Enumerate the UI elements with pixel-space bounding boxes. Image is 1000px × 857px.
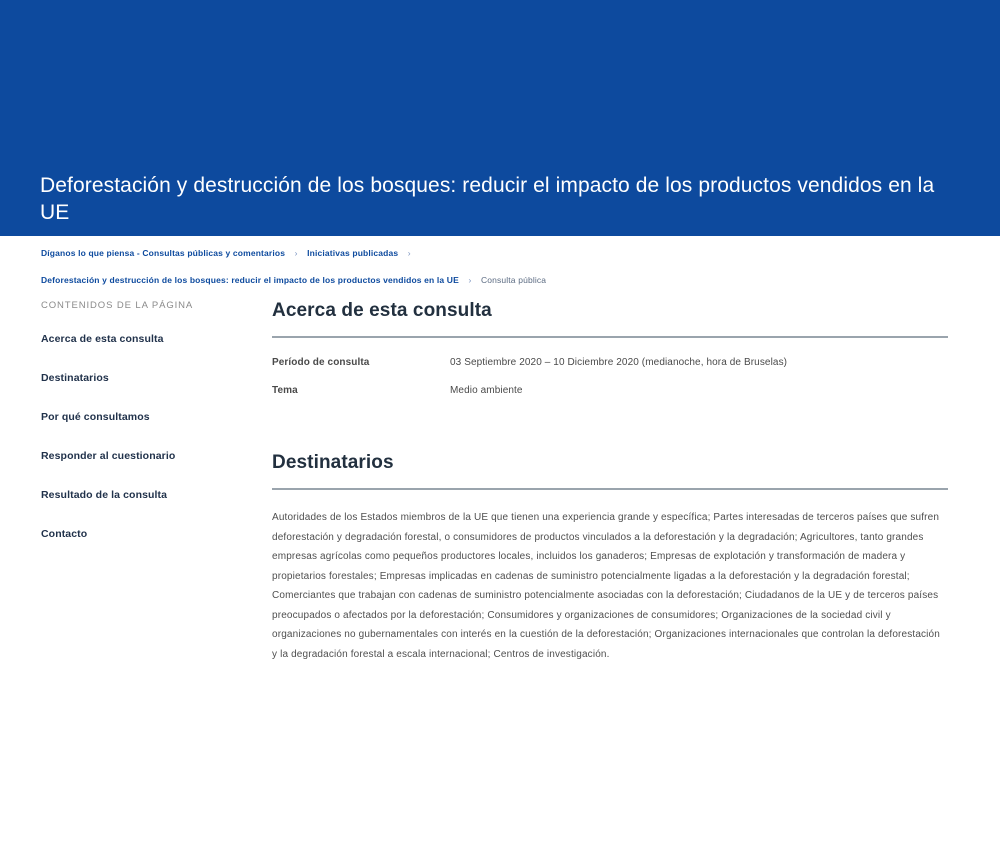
table-row bbox=[272, 356, 948, 384]
breadcrumb-separator-icon: › bbox=[468, 275, 472, 285]
hero-banner bbox=[0, 0, 1000, 236]
section-divider bbox=[272, 488, 948, 490]
breadcrumb-link-consultations[interactable]: Díganos lo que piensa - Consultas públicas y comentarios bbox=[41, 248, 286, 258]
section-targets bbox=[272, 452, 948, 664]
breadcrumb-link-initiatives[interactable]: Iniciativas publicadas bbox=[307, 248, 399, 258]
sidebar-item-por-que-consultamos[interactable]: Por qué consultamos bbox=[41, 411, 150, 423]
meta-label-tema: Tema bbox=[272, 385, 298, 396]
breadcrumb-row-2 bbox=[41, 275, 546, 285]
section-title-targets: Destinatarios bbox=[272, 452, 394, 473]
consultation-meta-table bbox=[272, 356, 948, 412]
meta-value-periodo: 03 Septiembre 2020 – 10 Diciembre 2020 (medianoche, hora de Bruselas) bbox=[450, 357, 788, 368]
targets-body-text: Autoridades de los Estados miembros de la UE que tienen una experiencia grande y específica; Partes interesadas de terceros países que sufren deforestación y degradación forestal, o consumidores de productos vinculados a la deforestación y la degradación; Agricultores, tanto grandes empresas agrícolas como pequeños productores locales, incluidos los ganaderos; Empresas de explotación y transformación de madera y propietarios forestales; Empresas implicadas en cadenas de suministro potencialmente ligadas a la deforestación y la degradación forestal; Comerciantes que trabajan con cadenas de suministro potencialmente asociadas con la deforestación; Ciudadanos de la UE y de terceros países preocupados o afectados por la deforestación; Consumidores y organizaciones de consumidores; Organizaciones de la sociedad civil y organizaciones no gubernamentales con interés en la cuestión de la deforestación; Organizaciones internacionales que controlan la deforestación y la degradación forestal a escala internacional; Centros de investigación. bbox=[272, 512, 940, 660]
breadcrumb-current: Consulta pública bbox=[480, 275, 547, 285]
breadcrumb-separator-icon: › bbox=[294, 248, 298, 258]
meta-value-tema: Medio ambiente bbox=[450, 385, 523, 396]
table-row bbox=[272, 384, 948, 412]
main-column bbox=[272, 300, 948, 664]
section-about bbox=[272, 300, 948, 412]
meta-label-periodo: Período de consulta bbox=[272, 357, 370, 368]
breadcrumb-separator-icon: › bbox=[407, 248, 411, 258]
sidebar-item-acerca-de-esta-consulta[interactable]: Acerca de esta consulta bbox=[41, 333, 164, 345]
section-divider bbox=[272, 336, 948, 338]
page-contents-sidebar bbox=[41, 300, 246, 541]
breadcrumb-row-1 bbox=[41, 248, 418, 258]
sidebar-item-responder-al-cuestionario[interactable]: Responder al cuestionario bbox=[41, 450, 176, 462]
page-title: Deforestación y destrucción de los bosques: reducir el impacto de los productos vendidos en la UE bbox=[40, 174, 935, 225]
section-title-about: Acerca de esta consulta bbox=[272, 300, 492, 321]
sidebar-item-resultado-de-la-consulta[interactable]: Resultado de la consulta bbox=[41, 489, 168, 501]
sidebar-item-contacto[interactable]: Contacto bbox=[41, 528, 88, 540]
breadcrumb bbox=[0, 236, 1000, 294]
sidebar-heading: CONTENIDOS DE LA PÁGINA bbox=[41, 300, 194, 311]
sidebar-item-destinatarios[interactable]: Destinatarios bbox=[41, 372, 109, 384]
breadcrumb-link-initiative[interactable]: Deforestación y destrucción de los bosques: reducir el impacto de los productos vendidos en la UE bbox=[41, 275, 459, 285]
